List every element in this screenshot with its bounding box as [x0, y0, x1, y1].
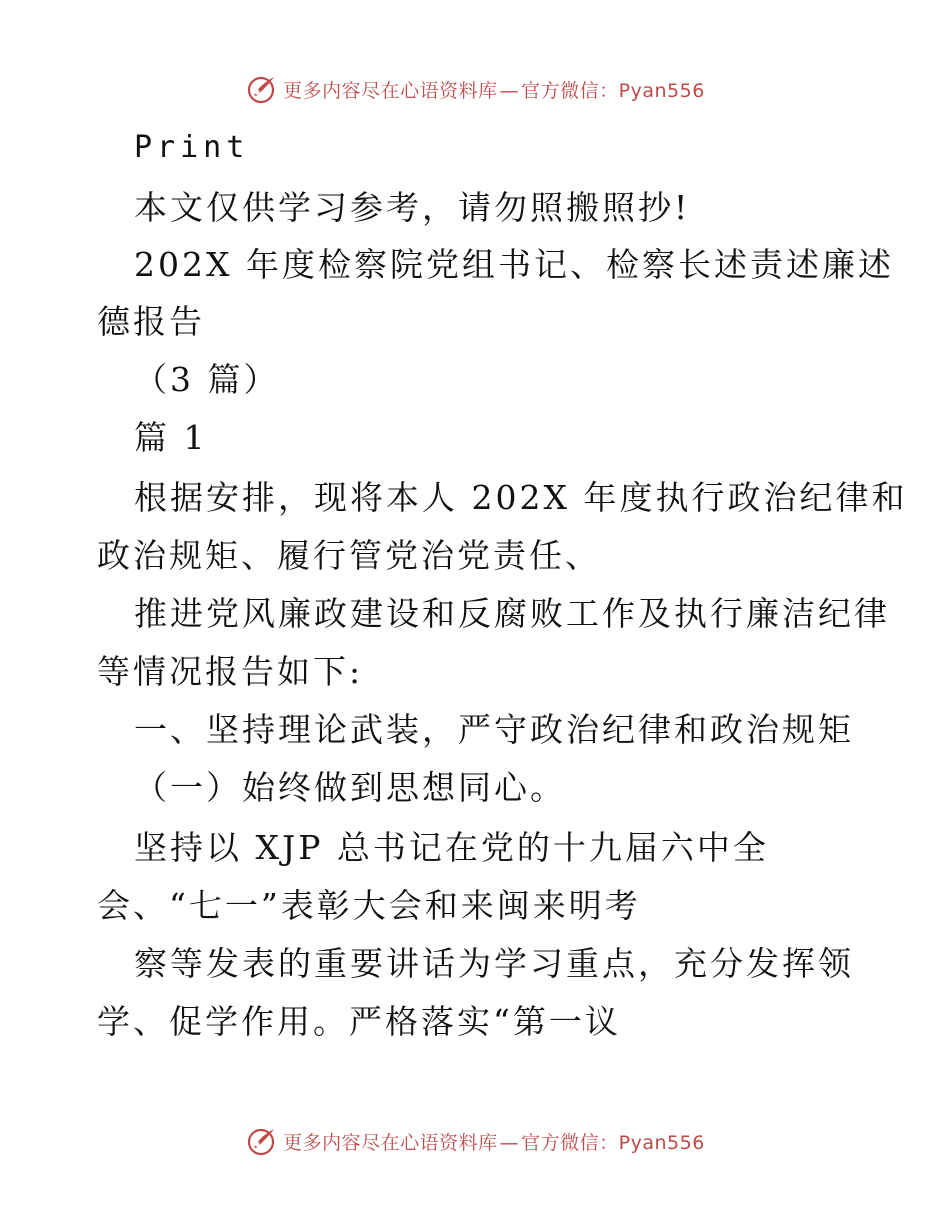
- title-line-2: 德报告: [97, 302, 205, 341]
- watermark-dash: —: [499, 1131, 520, 1154]
- subtitle: （3 篇）: [134, 360, 280, 399]
- watermark-wechat: 官方微信：Pyan556: [521, 79, 705, 102]
- feather-pen-circle-icon: [245, 1125, 277, 1157]
- paragraph-2-line-1: 推进党风廉政建设和反腐败工作及执行廉洁纪律: [134, 594, 890, 633]
- watermark-text: [283, 76, 705, 103]
- print-label: Print: [134, 130, 250, 165]
- footer-watermark: [0, 1125, 950, 1157]
- notice-line: 本文仅供学习参考，请勿照搬照抄!: [134, 188, 691, 227]
- watermark-site: 更多内容尽在心语资料库: [283, 79, 498, 102]
- paragraph-3-line-1: 坚持以 XJP 总书记在党的十九届六中全: [134, 828, 769, 867]
- paragraph-3-line-2: 会、“七一”表彰大会和来闽来明考: [97, 886, 641, 925]
- title-line-1: 202X 年度检察院党组书记、检察长述责述廉述: [134, 245, 894, 284]
- watermark-wechat: 官方微信：Pyan556: [521, 1131, 705, 1154]
- paragraph-1-line-2: 政治规矩、履行管党治党责任、: [97, 536, 601, 575]
- section-heading: 篇 1: [134, 418, 208, 457]
- paragraph-4-line-2: 学、促学作用。严格落实“第一议: [97, 1002, 621, 1041]
- paragraph-1-line-1: 根据安排，现将本人 202X 年度执行政治纪律和: [134, 478, 908, 517]
- heading-1-sub: （一）始终做到思想同心。: [134, 768, 566, 807]
- paragraph-4-line-1: 察等发表的重要讲话为学习重点，充分发挥领: [134, 944, 854, 983]
- watermark-text: [283, 1128, 705, 1155]
- watermark-site: 更多内容尽在心语资料库: [283, 1131, 498, 1154]
- feather-pen-circle-icon: [245, 73, 277, 105]
- watermark-dash: —: [499, 79, 520, 102]
- paragraph-2-line-2: 等情况报告如下:: [97, 652, 364, 691]
- header-watermark: [0, 73, 950, 105]
- heading-1: 一、坚持理论武装，严守政治纪律和政治规矩: [134, 710, 854, 749]
